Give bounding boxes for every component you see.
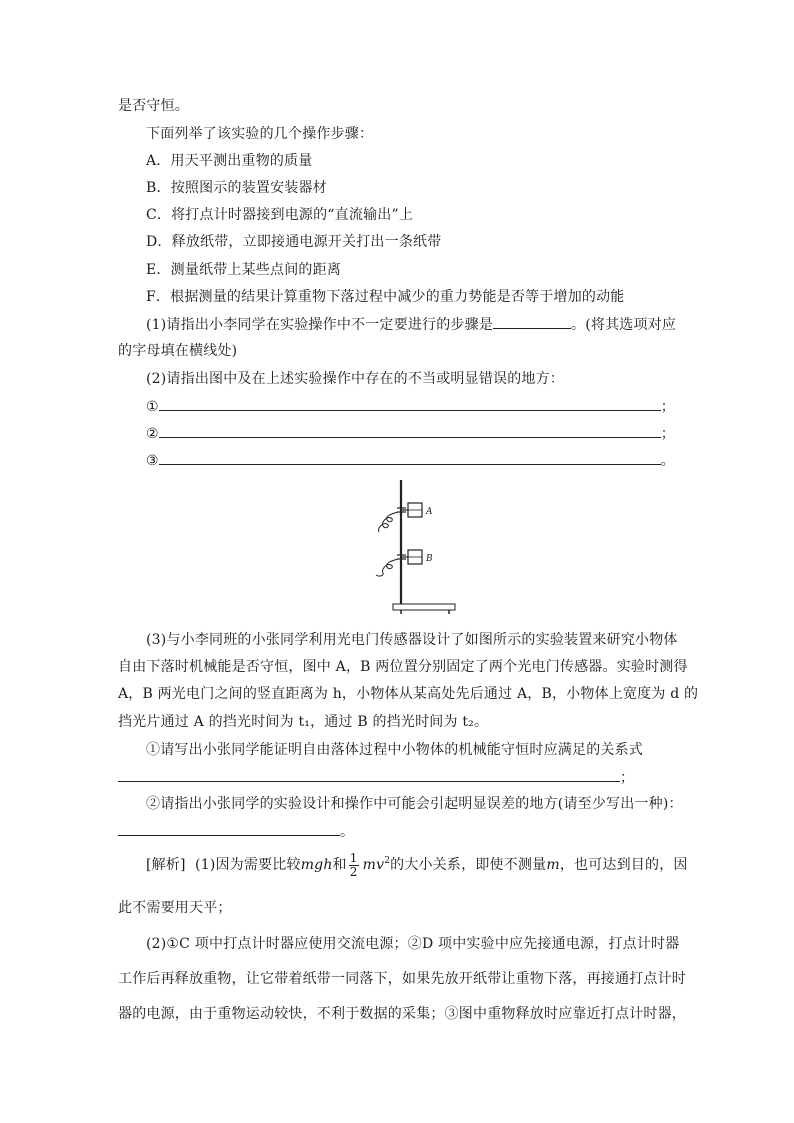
- q3-sub-2: ②请指出小张同学的实验设计和操作中可能会引起明显误差的地方(请至少写出一种)：: [146, 796, 683, 812]
- question-1-after: 。(将其选项对应: [571, 317, 677, 333]
- option-e: E．测量纸带上某些点间的距离: [146, 262, 342, 278]
- circle-mark-2: ②: [146, 426, 159, 442]
- label-a: A: [426, 507, 433, 517]
- answer-blank-2-2[interactable]: [159, 423, 661, 438]
- q3-line-3: A，B 两光电门之间的竖直距离为 h，小物体从某高处先后通过 A，B，小物体上宽度为 d 的: [118, 686, 699, 702]
- fraction-half: $\frac{1}{2}$: [349, 850, 358, 879]
- q3-line-2: 自由下落时机械能是否守恒，图中 A，B 两位置分别固定了两个光电门传感器。实验时测得: [118, 659, 688, 675]
- analysis-line-2: 此不需要用天平；: [118, 900, 232, 916]
- answer-blank-3-1[interactable]: [118, 767, 620, 782]
- question-2: (2)请指出图中及在上述实验操作中存在的不当或明显错误的地方：: [146, 371, 565, 387]
- formula-mv: mv: [362, 857, 385, 873]
- option-d: D．释放纸带，立即接通电源开关打出一条纸带: [146, 234, 442, 250]
- question-1: [146, 314, 676, 335]
- q3-line-1: (3)与小李同班的小张同学利用光电门传感器设计了如图所示的实验装置来研究小物体: [146, 632, 678, 648]
- analysis-tag: [解析]: [146, 857, 186, 873]
- answer-blank-3-2[interactable]: [118, 821, 340, 836]
- cable-a: [379, 512, 398, 532]
- analysis-text-c: ，也可达到目的，因: [559, 857, 688, 873]
- analysis-line-3: (2)①C 项中打点计时器应使用交流电源；②D 项中实验中应先接通电源，打点计时器: [146, 936, 680, 952]
- question-1-cont: 的字母填在横线处): [118, 343, 238, 359]
- circle-mark-1: ①: [146, 399, 159, 415]
- analysis-text-b: 的大小关系，即使不测量: [390, 857, 547, 873]
- analysis-text-a: (1)因为需要比较: [195, 857, 301, 873]
- end-punct-1: ；: [660, 399, 675, 415]
- answer-blank-2-1[interactable]: [159, 396, 661, 411]
- steps-intro: 下面列举了该实验的几个操作步骤：: [146, 126, 374, 142]
- analysis-line-4: 工作后再释放重物，让它带着纸带一同落下，如果先放开纸带让重物下落，再接通打点计时: [118, 971, 686, 987]
- intro-tail: 是否守恒。: [118, 98, 189, 114]
- q3-sub-1-blank-row: [118, 767, 634, 788]
- analysis-line-5: 器的电源，由于重物运动较快，不利于数据的采集；③图中重物释放时应靠近打点计时器，: [118, 1006, 686, 1022]
- end-punct-2: ；: [660, 426, 675, 442]
- answer-blank-2-3[interactable]: [159, 450, 661, 465]
- cable-b: [376, 559, 398, 576]
- q2-blank-row-2: [146, 423, 675, 444]
- q2-blank-row-3: [146, 450, 675, 471]
- q3-sub-1: ①请写出小张同学能证明自由落体过程中小物体的机械能守恒时应满足的关系式: [146, 742, 643, 758]
- q3-sub-2-end: 。: [340, 824, 355, 840]
- analysis-line-1: [146, 850, 688, 880]
- option-a: A．用天平测出重物的质量: [146, 153, 313, 169]
- q2-blank-row-1: [146, 396, 675, 417]
- option-c: C．将打点计时器接到电源的“直流输出”上: [146, 207, 414, 223]
- formula-m: m: [546, 857, 560, 873]
- stand-base: [393, 604, 455, 610]
- formula-square: 2: [384, 856, 391, 866]
- q3-line-4: 挡光片通过 A 的挡光时间为 t₁，通过 B 的挡光时间为 t₂。: [118, 714, 489, 730]
- apparatus-figure: [365, 478, 465, 618]
- option-f: F．根据测量的结果计算重物下落过程中减少的重力势能是否等于增加的动能: [146, 289, 625, 305]
- q3-sub-2-blank-row: [118, 821, 354, 842]
- answer-blank-1[interactable]: [493, 314, 571, 329]
- formula-mgh: mgh: [300, 857, 333, 873]
- option-b: B．按照图示的装置安装器材: [146, 180, 327, 196]
- q3-sub-1-end: ；: [620, 770, 635, 786]
- label-b: B: [426, 554, 433, 564]
- end-punct-3: 。: [660, 453, 675, 469]
- analysis-and: 和: [332, 857, 347, 873]
- circle-mark-3: ③: [146, 453, 159, 469]
- question-1-text: (1)请指出小李同学在实验操作中不一定要进行的步骤是: [146, 317, 494, 333]
